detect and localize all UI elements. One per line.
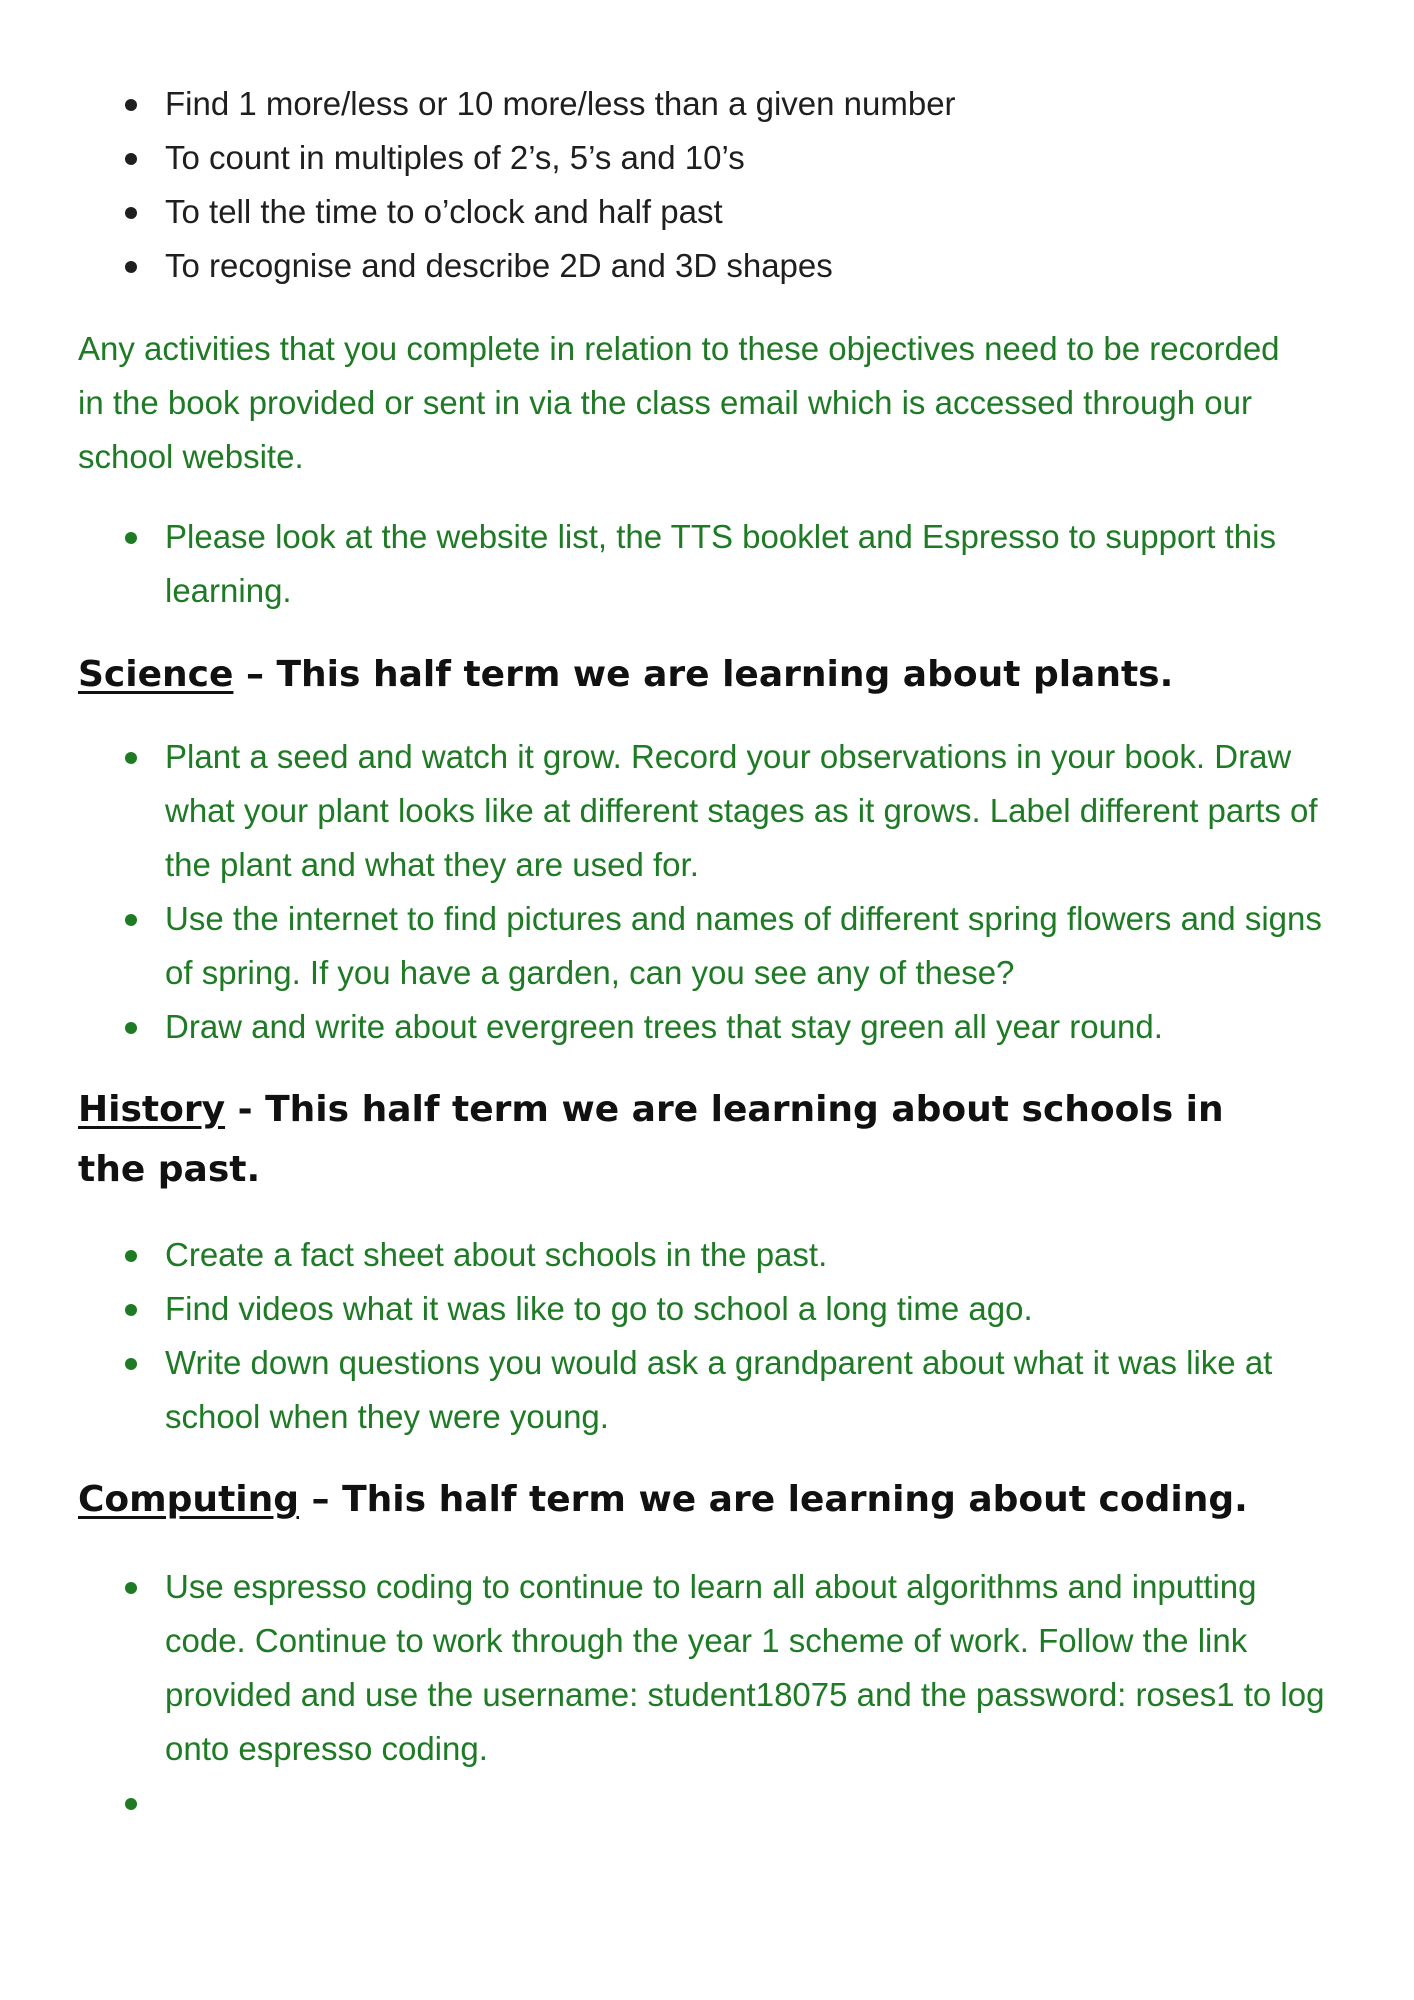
history-heading: History - This half term we are learning about schools in the past. [78, 1089, 1224, 1190]
bullet-icon [125, 99, 137, 111]
list-item: To recognise and describe 2D and 3D shapes [80, 239, 1300, 293]
bullet-icon [125, 1304, 137, 1316]
bullet-icon [125, 532, 137, 544]
activities-note: Any activities that you complete in relation to these objectives need to be recorded in the book provided or sent in via the class email which is accessed through our school website. [78, 330, 1280, 475]
list-item: Please look at the website list, the TTS booklet and Espresso to support this learning. [80, 510, 1300, 618]
bullet-icon [125, 1358, 137, 1370]
list-item: Use espresso coding to continue to learn all about algorithms and inputting code. Continue to work through the year 1 scheme of work. Follow the link provided and use the username: student18075 and the password: roses1 to log onto espresso coding. [80, 1560, 1325, 1776]
bullet-icon [125, 752, 137, 764]
list-item: Use the internet to find pictures and names of different spring flowers and signs of spring. If you have a garden, can you see any of these? [80, 892, 1325, 1000]
bullet-icon [125, 1798, 137, 1810]
computing-activities-list [80, 1560, 1325, 1776]
list-item: To tell the time to o’clock and half past [80, 185, 1300, 239]
bullet-icon [125, 153, 137, 165]
history-subject-label: History [78, 1089, 226, 1130]
science-heading: Science – This half term we are learning about plants. [78, 654, 1174, 695]
science-activities-list [80, 730, 1325, 1054]
bullet-icon [125, 1022, 137, 1034]
bullet-icon [125, 914, 137, 926]
list-item: Create a fact sheet about schools in the past. [80, 1228, 1325, 1282]
bullet-icon [125, 1582, 137, 1594]
list-item: To count in multiples of 2’s, 5’s and 10’s [80, 131, 1300, 185]
list-item: Write down questions you would ask a grandparent about what it was like at school when they were young. [80, 1336, 1325, 1444]
list-item: Find videos what it was like to go to school a long time ago. [80, 1282, 1325, 1336]
computing-subject-label: Computing [78, 1479, 300, 1520]
list-item: Plant a seed and watch it grow. Record your observations in your book. Draw what your plant looks like at different stages as it grows. Label different parts of the plant and what they are used for. [80, 730, 1325, 892]
computing-heading: Computing – This half term we are learning about coding. [78, 1479, 1248, 1520]
bullet-icon [125, 261, 137, 273]
bullet-icon [125, 1250, 137, 1262]
list-item: Find 1 more/less or 10 more/less than a given number [80, 77, 1300, 131]
list-item: Draw and write about evergreen trees that stay green all year round. [80, 1000, 1325, 1054]
bullet-icon [125, 207, 137, 219]
history-activities-list [80, 1228, 1325, 1444]
science-subject-label: Science [78, 654, 234, 695]
math-objectives-list [80, 77, 1300, 293]
support-list [80, 510, 1300, 618]
